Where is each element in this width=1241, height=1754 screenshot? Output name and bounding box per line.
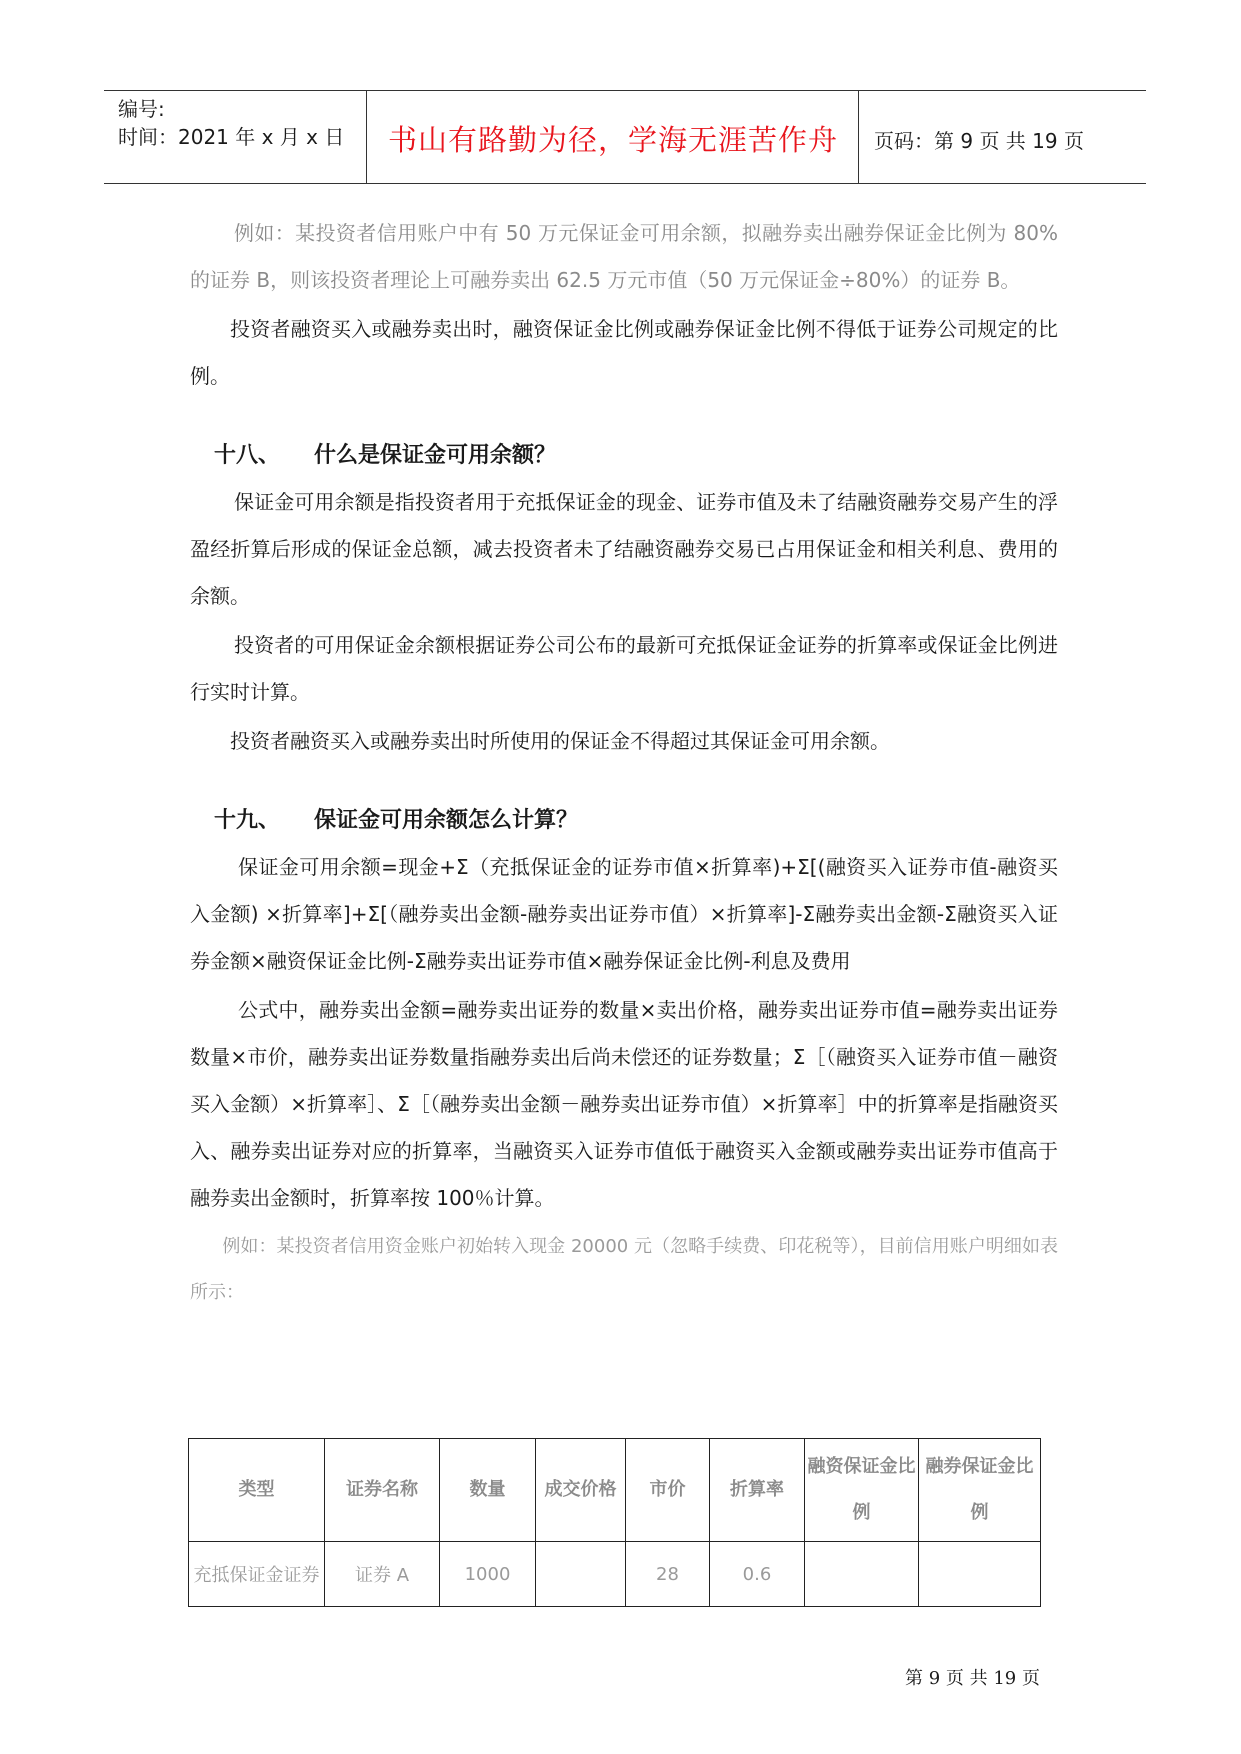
- table-cell: 证券 A: [325, 1542, 440, 1607]
- paragraph-formula: 保证金可用余额=现金+Σ（充抵保证金的证券市值×折算率)+Σ[(融资买入证券市值-融资买入金额) ×折算率]+Σ[（融券卖出金额-融券卖出证券市值）×折算率]-Σ融券卖出金额-Σ融资买入证券金额×融资保证金比例-Σ融券卖出证券市值×融券保证金比例-利息及费用: [190, 855, 1058, 973]
- section-title-19: 保证金可用余额怎么计算？: [314, 808, 579, 833]
- number-label: 编号:: [118, 97, 165, 121]
- table-header-row: [189, 1439, 1041, 1542]
- page-header: [104, 90, 1146, 184]
- section-number-18: 十八、: [214, 443, 281, 468]
- section-title-18: 什么是保证金可用余额？: [314, 443, 557, 468]
- example-paragraph-2: 例如：某投资者信用资金账户初始转入现金 20000 元（忽略手续费、印花税等），目前信用账户明细如表所示：: [190, 1236, 1058, 1303]
- document-body: [190, 210, 1058, 1316]
- table-cell: 充抵保证金证券: [189, 1542, 325, 1607]
- paragraph-margin-ratio: 投资者融资买入或融券卖出时，融资保证金比例或融券保证金比例不得低于证券公司规定的比例。: [190, 317, 1058, 388]
- table-header-cell: 市价: [626, 1439, 710, 1542]
- section-number-19: 十九、: [214, 808, 281, 833]
- table-cell: [536, 1542, 626, 1607]
- paragraph-limit: 投资者融资买入或融券卖出时所使用的保证金不得超过其保证金可用余额。: [230, 729, 890, 753]
- section-heading-18: [190, 432, 1058, 479]
- header-motto: 书山有路勤为径，学海无涯苦作舟: [387, 123, 838, 157]
- header-middle-cell: [368, 91, 859, 183]
- header-left-cell: [104, 91, 367, 183]
- time-label: 时间：2021 年 x 月 x 日: [118, 125, 345, 149]
- table-row: [189, 1542, 1041, 1607]
- table-cell: 1000: [440, 1542, 536, 1607]
- example-paragraph-1: 例如：某投资者信用账户中有 50 万元保证金可用余额，拟融券卖出融券保证金比例为 80%的证券 B，则该投资者理论上可融券卖出 62.5 万元市值（50 万元保证金÷80%）的证券 B。: [190, 221, 1058, 292]
- page-footer: 第 9 页 共 19 页: [905, 1668, 1040, 1689]
- paragraph-formula-notes: 公式中，融券卖出金额=融券卖出证券的数量×卖出价格，融券卖出证券市值=融券卖出证券数量×市价，融券卖出证券数量指融券卖出后尚未偿还的证券数量；Σ［（融资买入证券市值－融资买入金额）×折算率］、Σ［（融券卖出金额－融券卖出证券市值）×折算率］中的折算率是指融资买入、融券卖出证券对应的折算率，当融资买入证券市值低于融资买入金额或融券卖出证券市值高于融券卖出金额时，折算率按 100％计算。: [190, 998, 1058, 1210]
- table-cell: [919, 1542, 1041, 1607]
- table-cell: [805, 1542, 919, 1607]
- table-cell: 0.6: [710, 1542, 805, 1607]
- table-header-cell: 融资保证金比例: [805, 1439, 919, 1542]
- section-heading-19: [190, 797, 1058, 844]
- table-header-cell: 数量: [440, 1439, 536, 1542]
- paragraph-realtime: 投资者的可用保证金余额根据证券公司公布的最新可充抵保证金证券的折算率或保证金比例进行实时计算。: [190, 633, 1058, 704]
- header-page-info: 页码：第 9 页 共 19 页: [874, 129, 1084, 153]
- table-header-cell: 折算率: [710, 1439, 805, 1542]
- paragraph-definition: 保证金可用余额是指投资者用于充抵保证金的现金、证券市值及未了结融资融券交易产生的浮盈经折算后形成的保证金总额，减去投资者未了结融资融券交易已占用保证金和相关利息、费用的余额。: [190, 490, 1058, 608]
- table-header-cell: 类型: [189, 1439, 325, 1542]
- table-header-cell: 证券名称: [325, 1439, 440, 1542]
- table-header-cell: 融券保证金比例: [919, 1439, 1041, 1542]
- header-right-cell: [860, 91, 1146, 183]
- account-detail-table: [188, 1438, 1041, 1607]
- table-cell: 28: [626, 1542, 710, 1607]
- table-header-cell: 成交价格: [536, 1439, 626, 1542]
